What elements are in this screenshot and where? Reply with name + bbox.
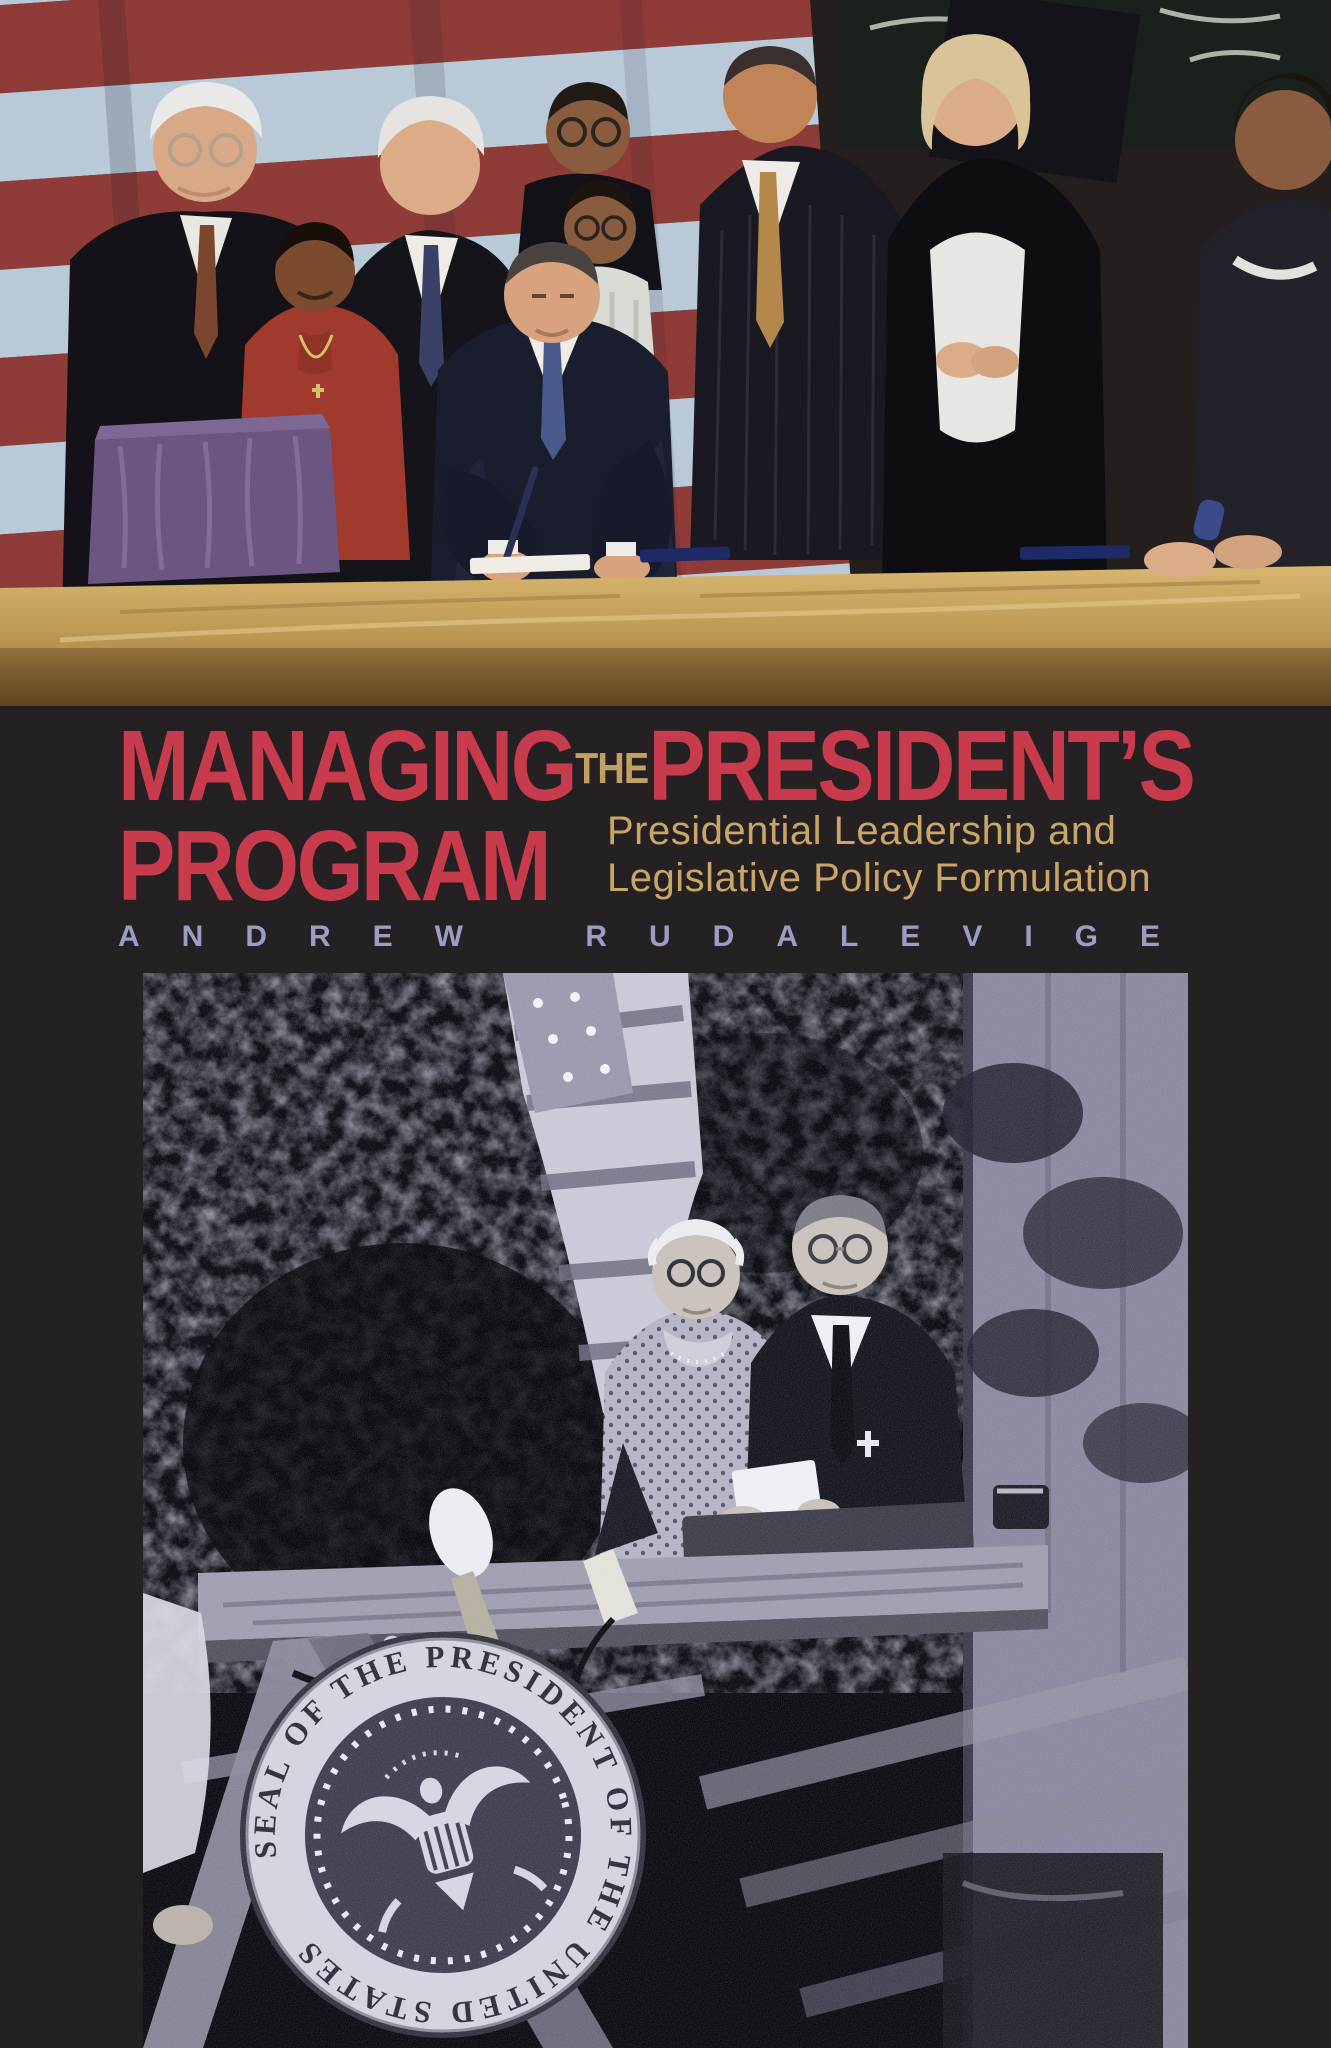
title-word-program: PROGRAM <box>118 810 550 922</box>
film-grain-overlay <box>143 973 1188 2048</box>
top-photo <box>0 0 1331 706</box>
book-subtitle <box>607 808 1151 902</box>
purple-box <box>88 414 340 584</box>
title-word-the: THE <box>575 744 649 793</box>
top-photo-illustration <box>0 0 1331 706</box>
subtitle-line2: Legislative Policy Formulation <box>607 856 1152 900</box>
subtitle-line1: Presidential Leadership and <box>607 809 1117 853</box>
title-word-managing: MANAGING <box>118 710 576 822</box>
bottom-photo <box>143 973 1188 2048</box>
title-block <box>0 706 1331 973</box>
book-title-line1 <box>118 710 1194 822</box>
author-name: ANDREW RUDALEVIGE <box>118 920 1203 953</box>
book-title-line2 <box>118 810 550 922</box>
title-word-presidents: PRESIDENT’S <box>648 710 1194 822</box>
bottom-photo-illustration <box>143 973 1188 2048</box>
